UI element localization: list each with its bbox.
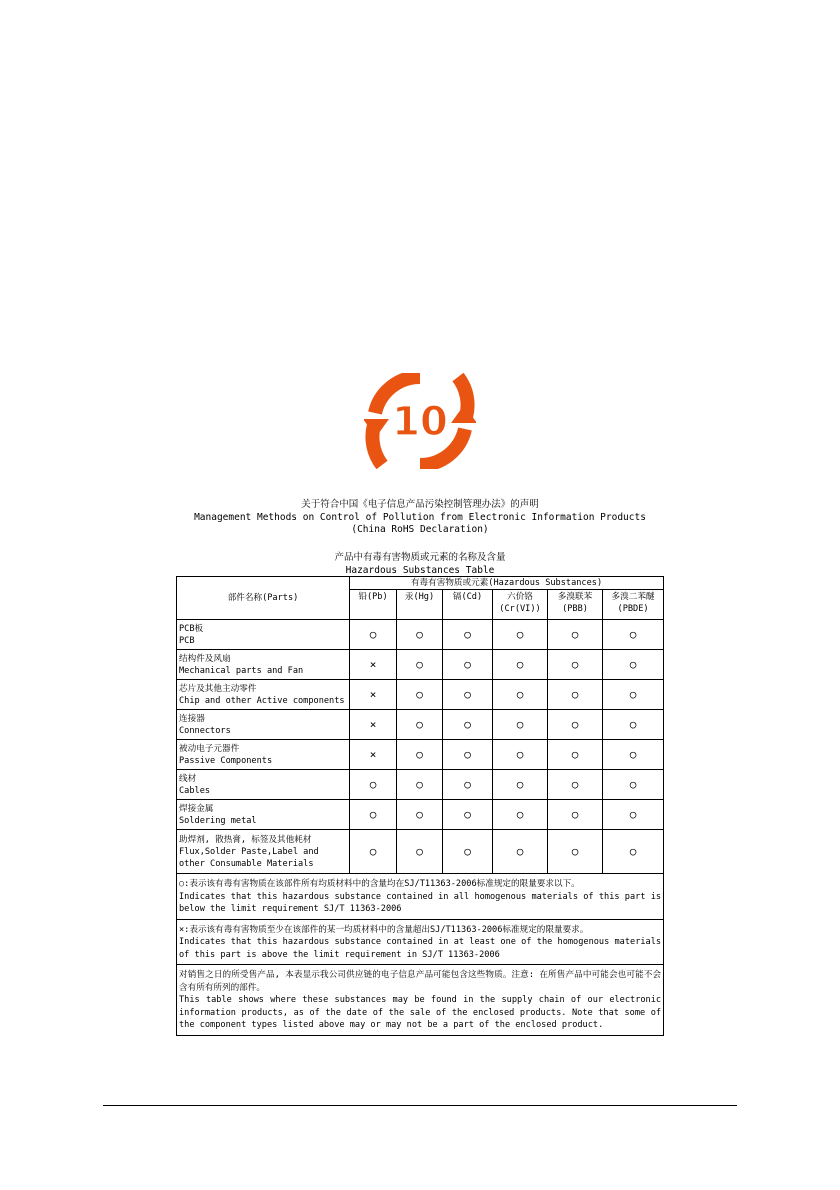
note-text-cn: ○:表示该有毒有害物质在该部件所有均质材料中的含量均在SJ/T11363-2006标准规定的限量要求以下。	[179, 879, 580, 889]
note-row	[177, 919, 664, 965]
table-row	[177, 710, 664, 740]
table-body	[177, 620, 664, 1036]
note-row	[177, 874, 664, 920]
substance-mark: ○	[397, 620, 443, 650]
substance-mark: ○	[548, 800, 603, 830]
part-name-en: Soldering metal	[179, 815, 257, 826]
table-title-cn: 产品中有毒有害物质或元素的名称及含量	[334, 552, 506, 563]
part-name-en: Cables	[179, 785, 211, 796]
part-name-cell	[177, 650, 350, 680]
part-name-cn: 被动电子元器件	[179, 743, 240, 754]
substance-header	[350, 590, 397, 620]
substance-mark: ○	[397, 710, 443, 740]
note-cell	[177, 874, 664, 920]
declaration-subtitle: (China RoHS Declaration)	[351, 524, 489, 535]
substance-mark: ×	[350, 740, 397, 770]
substance-name-cn: 铅(Pb)	[358, 592, 388, 602]
substance-mark: ○	[397, 650, 443, 680]
table-row	[177, 680, 664, 710]
note-row	[177, 965, 664, 1036]
part-name-cn: 线材	[179, 773, 197, 784]
note-cell	[177, 965, 664, 1036]
table-row	[177, 830, 664, 874]
table-row	[177, 650, 664, 680]
substance-name-cn: 镉(Cd)	[452, 592, 483, 602]
substance-mark: ○	[443, 650, 493, 680]
part-name-en: Connectors	[179, 725, 231, 736]
efup-10-logo	[364, 373, 476, 469]
part-name-cell	[177, 680, 350, 710]
substance-mark: ○	[603, 710, 664, 740]
part-name-cn: 助焊剂, 散热膏, 标签及其他耗材	[179, 834, 312, 845]
substance-mark: ○	[603, 740, 664, 770]
logo-number: 10	[392, 399, 448, 445]
substance-mark: ×	[350, 710, 397, 740]
substance-mark: ○	[603, 620, 664, 650]
note-text-en: Indicates that this hazardous substance contained in at least one of the homogenous materials of this part is above the limit requirement in SJ/T 11363-2006	[179, 937, 662, 960]
note-cell	[177, 919, 664, 965]
substance-mark: ○	[443, 740, 493, 770]
substance-mark: ○	[493, 680, 548, 710]
declaration-title-en: Management Methods on Control of Pollution from Electronic Information Products	[194, 511, 646, 523]
substance-name-en: (Cr(VI))	[499, 604, 541, 614]
declaration-title-cn: 关于符合中国《电子信息产品污染控制管理办法》的声明	[301, 499, 539, 510]
part-name-en: Mechanical parts and Fan	[179, 665, 304, 676]
part-name-cell	[177, 710, 350, 740]
table-heading	[150, 552, 690, 577]
substance-name-cn: 汞(Hg)	[404, 592, 435, 602]
substance-mark: ○	[603, 650, 664, 680]
substance-mark: ○	[548, 680, 603, 710]
part-name-en: PCB	[179, 635, 195, 646]
table-row	[177, 740, 664, 770]
substance-header	[443, 590, 493, 620]
substance-mark: ○	[493, 650, 548, 680]
part-name-cn: PCB板	[179, 623, 204, 634]
substance-mark: ○	[548, 770, 603, 800]
substance-mark: ○	[548, 830, 603, 874]
substance-mark: ○	[548, 650, 603, 680]
table-row	[177, 800, 664, 830]
parts-column-header: 部件名称(Parts)	[177, 577, 350, 620]
hazardous-substances-table	[176, 576, 664, 1036]
substance-mark: ○	[397, 740, 443, 770]
part-name-en: Chip and other Active components	[179, 695, 345, 706]
part-name-cn: 结构件及风扇	[179, 653, 231, 664]
declaration-heading	[150, 499, 690, 537]
substance-mark: ○	[397, 680, 443, 710]
substance-mark: ○	[443, 620, 493, 650]
substance-mark: ○	[603, 830, 664, 874]
substance-mark: ○	[443, 800, 493, 830]
note-text-en: This table shows where these substances may be found in the supply chain of our electronic information products, as of the date of the sale of the enclosed products. Note that some of the component types listed above may or may not be a part of the enclosed product.	[179, 995, 662, 1030]
substance-mark: ○	[350, 830, 397, 874]
substance-header	[548, 590, 603, 620]
footer-rule	[103, 1105, 737, 1106]
substance-mark: ○	[493, 740, 548, 770]
substance-mark: ○	[603, 800, 664, 830]
part-name-cell	[177, 800, 350, 830]
substance-name-en: (PBDE)	[617, 604, 649, 614]
substance-mark: ○	[548, 710, 603, 740]
substance-name-en: (PBB)	[562, 604, 588, 614]
substance-mark: ○	[350, 620, 397, 650]
part-name-cn: 焊接金属	[179, 803, 214, 814]
substance-mark: ○	[603, 770, 664, 800]
substance-mark: ○	[603, 680, 664, 710]
substance-mark: ○	[548, 740, 603, 770]
table-row	[177, 620, 664, 650]
substance-mark: ○	[493, 620, 548, 650]
substance-header	[493, 590, 548, 620]
substance-mark: ○	[493, 770, 548, 800]
part-name-cn: 连接器	[179, 713, 205, 724]
substance-mark: ○	[493, 800, 548, 830]
part-name-en: Flux,Solder Paste,Label and other Consumable Materials	[179, 846, 319, 869]
table-row	[177, 770, 664, 800]
substance-mark: ○	[397, 830, 443, 874]
substance-mark: ○	[493, 710, 548, 740]
substance-mark: ○	[350, 770, 397, 800]
substance-mark: ×	[350, 650, 397, 680]
substance-mark: ○	[443, 710, 493, 740]
part-name-cn: 芯片及其他主动零件	[179, 683, 257, 694]
part-name-cell	[177, 770, 350, 800]
substance-mark: ○	[443, 680, 493, 710]
substance-mark: ○	[493, 830, 548, 874]
note-text-cn: ×:表示该有毒有害物质至少在该部件的某一均质材料中的含量超出SJ/T11363-2006标准规定的限量要求。	[179, 924, 589, 935]
substance-mark: ○	[350, 800, 397, 830]
substance-header	[603, 590, 664, 620]
substance-name-cn: 六价铬	[507, 592, 533, 602]
substance-header	[397, 590, 443, 620]
part-name-cell	[177, 830, 350, 874]
note-text-cn: 对销售之日的所受售产品, 本表显示我公司供应链的电子信息产品可能包含这些物质。注意: 在所售产品中可能会也可能不会含有所有所列的部件。	[179, 970, 662, 993]
part-name-cell	[177, 620, 350, 650]
part-name-en: Passive Components	[179, 755, 273, 766]
substance-mark: ○	[443, 830, 493, 874]
substance-mark: ○	[548, 620, 603, 650]
part-name-cell	[177, 740, 350, 770]
substance-name-cn: 多溴联苯	[557, 592, 593, 602]
substance-mark: ○	[443, 770, 493, 800]
substances-group-header: 有毒有害物质或元素(Hazardous Substances)	[350, 577, 664, 590]
substance-mark: ○	[397, 770, 443, 800]
substance-mark: ×	[350, 680, 397, 710]
substance-mark: ○	[397, 800, 443, 830]
substance-name-cn: 多溴二苯醚	[611, 592, 655, 602]
note-text-en: Indicates that this hazardous substance contained in all homogenous materials of this part is below the limit requirement SJ/T 11363-2006	[179, 891, 662, 914]
table-title-en: Hazardous Substances Table	[345, 564, 495, 576]
